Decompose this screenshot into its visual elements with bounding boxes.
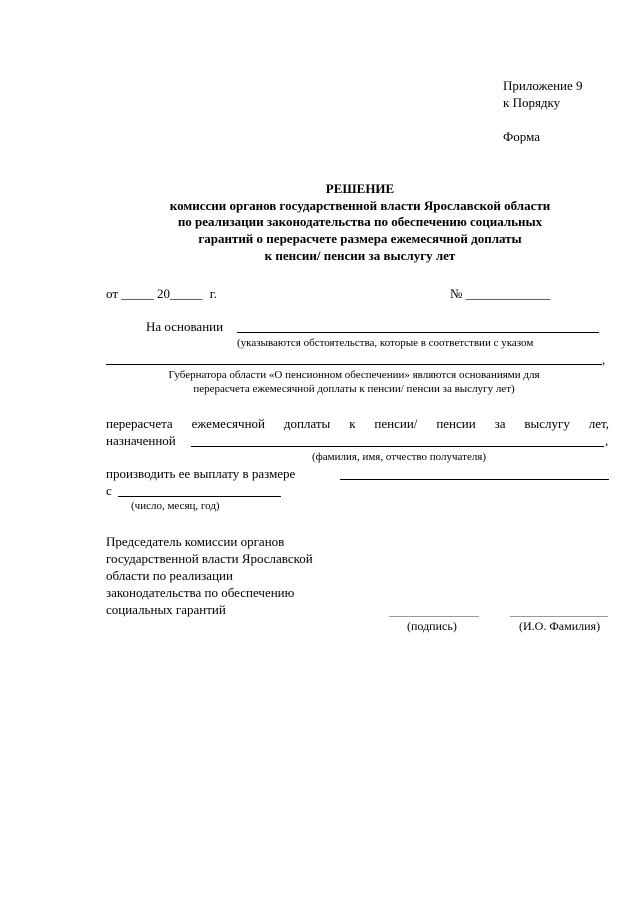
basis-label: На основании [146, 319, 224, 334]
basis-hint-3: перерасчета ежемесячной доплаты к пенсии/ пенсии за выслугу лет) [193, 383, 515, 395]
pay-amount-label: производить ее выплату в размере [106, 466, 296, 481]
recalc-line-1: перерасчета ежемесячной доплаты к пенсии/ пенсии за выслугу лет, [106, 416, 609, 431]
chair-title-line-3: области по реализации [106, 568, 233, 583]
signature-hint: (подпись) [407, 619, 457, 633]
name-hint: (И.О. Фамилия) [519, 619, 601, 633]
title-line-4: к пенсии/ пенсии за выслугу лет [264, 248, 456, 263]
year-suffix: г. [209, 286, 217, 301]
appendix-label: Приложение 9 [503, 78, 583, 93]
title-line-3: гарантий о перерасчете размера ежемесячной доплаты [198, 231, 522, 246]
basis-field-line-2[interactable] [106, 364, 602, 365]
chair-title-line-5: социальных гарантий [106, 602, 226, 617]
basis-field-line-1[interactable] [237, 332, 599, 333]
assigned-comma: , [605, 433, 609, 448]
chair-title-line-1: Председатель комиссии органов [106, 534, 285, 549]
year-prefix: 20 [157, 286, 171, 301]
form-label: Форма [503, 129, 540, 144]
date-line [106, 286, 217, 302]
chair-title-line-4: законодательства по обеспечению [106, 585, 295, 600]
name-field[interactable] [510, 616, 608, 617]
from-date-label: с [106, 483, 112, 498]
number-line [450, 286, 550, 302]
year-blank[interactable]: _____ [170, 286, 203, 301]
chair-title-line-2: государственной власти Ярославской [106, 551, 313, 566]
day-month-blank[interactable]: _____ [121, 286, 154, 301]
from-label: от [106, 286, 119, 301]
title-line-1: комиссии органов государственной власти Ярославской области [169, 198, 551, 213]
signature-field[interactable] [389, 616, 479, 617]
assigned-label: назначенной [106, 433, 176, 448]
date-hint: (число, месяц, год) [131, 500, 220, 512]
basis-comma: , [602, 352, 606, 367]
number-blank[interactable]: _____________ [465, 286, 551, 301]
number-sign: № [450, 286, 463, 301]
title-line-2: по реализации законодательства по обеспечению социальных [177, 214, 543, 229]
order-reference: к Порядку [503, 95, 561, 110]
pay-amount-field[interactable] [340, 479, 609, 480]
basis-hint-2: Губернатора области «О пенсионном обеспечении» являются основаниями для [168, 369, 540, 381]
from-date-field[interactable] [118, 496, 281, 497]
recipient-fio-field[interactable] [191, 446, 604, 447]
document-title: РЕШЕНИЕ [325, 181, 395, 196]
fio-hint: (фамилия, имя, отчество получателя) [312, 451, 487, 463]
basis-hint-1: (указываются обстоятельства, которые в соответствии с указом [237, 337, 534, 349]
